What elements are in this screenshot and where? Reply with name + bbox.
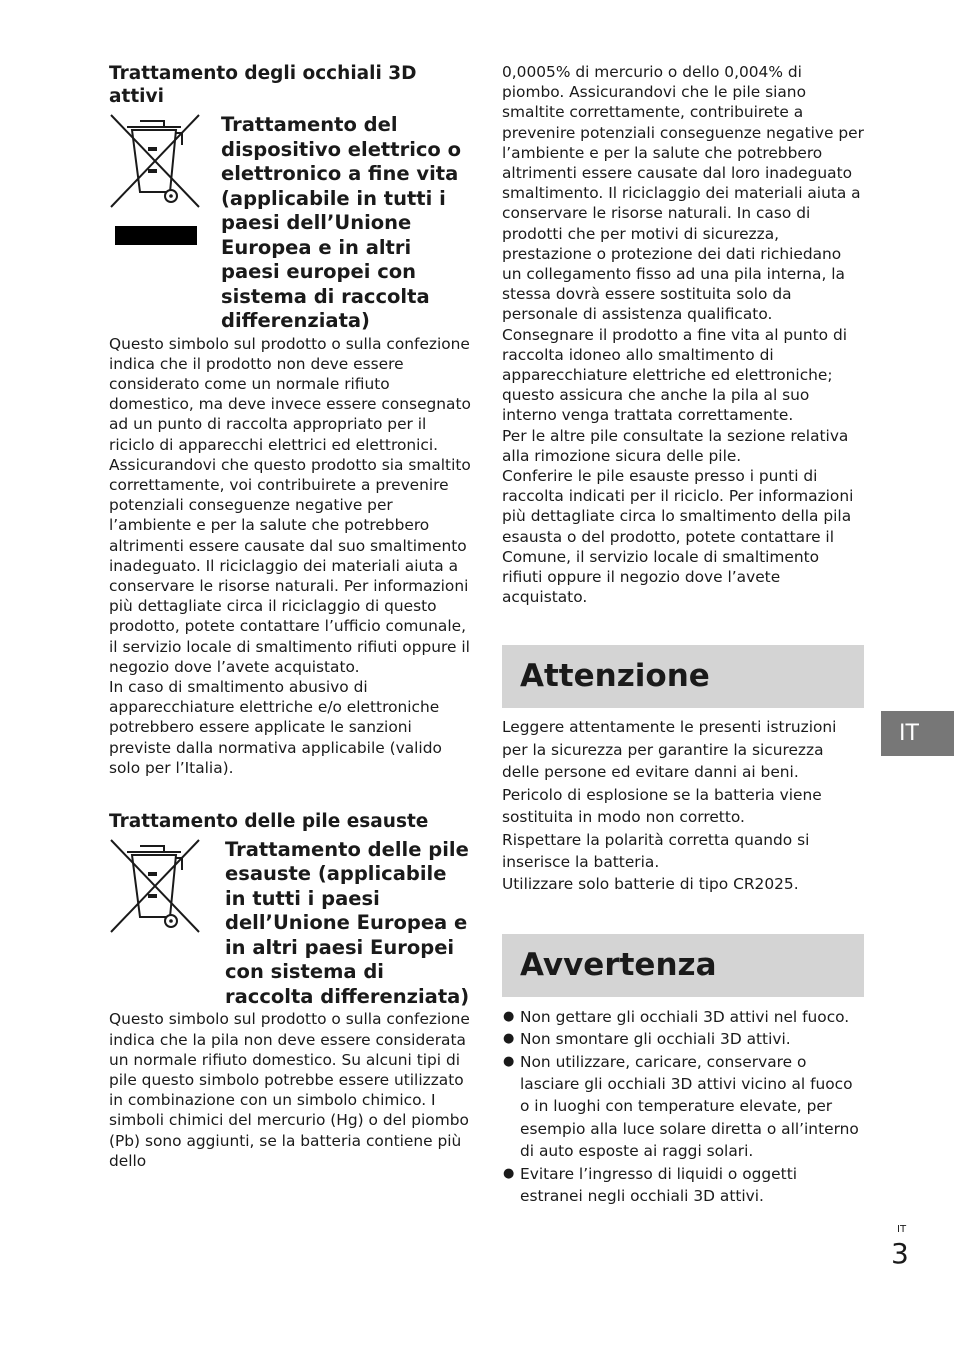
footer-language: IT: [897, 1224, 907, 1235]
attenzione-line-3: Rispettare la polarità corretta quando si inserisce la batteria.: [502, 830, 810, 871]
section-heading-3d-glasses: Trattamento degli occhiali 3D attivi: [109, 63, 417, 107]
right-column: [502, 62, 864, 1207]
list-item: ● Non gettare gli occhiali 3D attivi nel fuoco.: [502, 1006, 864, 1028]
battery-subheading: Trattamento delle pile esauste (applicabile in tutti i paesi dell’Unione Europea e in altri paesi Europei con sistema di raccolta differenziata): [225, 837, 470, 1008]
battery-continued-2: Consegnare il prodotto a fine vita al punto di raccolta idoneo allo smaltimento di apparecchiature elettriche ed elettroniche; questo assicura che anche la pila al suo interno venga trattata correttamente.: [502, 325, 848, 425]
attenzione-title: Attenzione: [520, 658, 710, 695]
attenzione-line-4: Utilizzare solo batterie di tipo CR2025.: [502, 875, 799, 894]
section-heading-batteries: Trattamento delle pile esauste: [109, 810, 429, 832]
battery-continued-3: Per le altre pile consultate la sezione relativa alla rimozione sicura delle pile.: [502, 426, 849, 465]
left-column: [109, 62, 471, 1171]
list-item: ● Non utilizzare, caricare, conservare o lasciare gli occhiali 3D attivi vicino al fuoco o in luoghi con temperature elevate, per esempio alla luce solare diretta o all’interno di auto esposte ai raggi solari.: [503, 1052, 859, 1161]
battery-bin-icon: [109, 838, 201, 938]
page-number: 3: [891, 1237, 909, 1270]
attenzione-line-2: Pericolo di esplosione se la batteria viene sostituita in modo non corretto.: [502, 785, 822, 827]
list-item: ● Non smontare gli occhiali 3D attivi.: [502, 1028, 864, 1050]
avvertenza-list: [502, 1006, 864, 1208]
crossed-bin-icon: [109, 113, 221, 249]
battery-continued-4: Conferire le pile esauste presso i punti di raccolta indicati per il riciclo. Per informazioni più dettagliate circa lo smaltimento della pila esausta o del prodotto, potete contattare il Comune, il servizio locale di smaltimento rifiuti oppure il negozio dove l’avete acquistato.: [502, 467, 854, 607]
bullet-icon: ●: [503, 1008, 515, 1024]
attenzione-line-1: Leggere attentamente le presenti istruzioni per la sicurezza per garantire la sicurezza delle persone ed evitare danni ai beni.: [502, 718, 837, 782]
battery-body-text: Questo simbolo sul prodotto o sulla confezione indica che la pila non deve essere considerata un normale rifiuto domestico. Su alcuni tipi di pile questo simbolo potrebbe essere utilizzato in combinazione con un simbolo chimico. I simboli chimici del mercurio (Hg) o del piombo (Pb) sono aggiunti, se la batteria contiene più dello: [109, 1010, 470, 1170]
bullet-icon: ●: [503, 1165, 515, 1181]
weee-subheading: Trattamento del dispositivo elettrico o elettronico a fine vita (applicabile in tutti i paesi dell’Unione Europea e in altri paesi europei con sistema di raccolta differenziata): [221, 113, 462, 332]
battery-symbol-row: [109, 838, 471, 1010]
language-tab: IT: [881, 711, 954, 756]
avvertenza-title: Avvertenza: [520, 946, 717, 983]
attenzione-banner: [502, 645, 864, 708]
battery-continued-1: 0,0005% di mercurio o dello 0,004% di piombo. Assicurandovi che le pile siano smaltite correttamente, contribuirete a prevenire potenziali conseguenze negative per l’ambiente e per la salute che potrebbero altrimenti essere causate dal loro inadeguato smaltimento. Il riciclaggio dei materiali aiuta a conservare le risorse naturali. In caso di prodotti che per motivi di sicurezza, prestazione o protezione dei dati richiedano un collegamento fisso ad una pila interna, la stessa dovrà essere sostituita solo da personale di assistenza qualificato.: [502, 63, 864, 324]
weee-body-text: Questo simbolo sul prodotto o sulla confezione indica che il prodotto non deve essere considerato come un normale rifiuto domestico, ma deve invece essere consegnato ad un punto di raccolta appropriato per il riciclo di apparecchi elettrici ed elettronici. Assicurandovi che questo prodotto sia smaltito correttamente, voi contribuirete a prevenire potenziali conseguenze negative per l’ambiente e per la salute che potrebbero altrimenti essere causate dal suo smaltimento inadeguato. Il riciclaggio dei materiali aiuta a conservare le risorse naturali. Per informazioni più dettagliate circa il riciclaggio di questo prodotto, potete contattare l’ufficio comunale, il servizio locale di smaltimento rifiuti oppure il negozio dove l’avete acquistato.: [109, 334, 471, 676]
avvertenza-banner: [502, 934, 864, 997]
list-item: ● Evitare l’ingresso di liquidi o oggetti estranei negli occhiali 3D attivi.: [503, 1164, 798, 1205]
weee-bin-with-bar-icon: [109, 113, 201, 249]
bullet-icon: ●: [503, 1053, 515, 1069]
bullet-icon: ●: [503, 1031, 515, 1047]
crossed-bin-icon-battery: [109, 838, 225, 938]
weee-italy-note: In caso di smaltimento abusivo di apparecchiature elettriche e/o elettroniche potrebbero essere applicate le sanzioni previste dalla normativa applicabile (valido solo per l’Italia).: [109, 677, 442, 777]
weee-symbol-row: [109, 113, 471, 334]
